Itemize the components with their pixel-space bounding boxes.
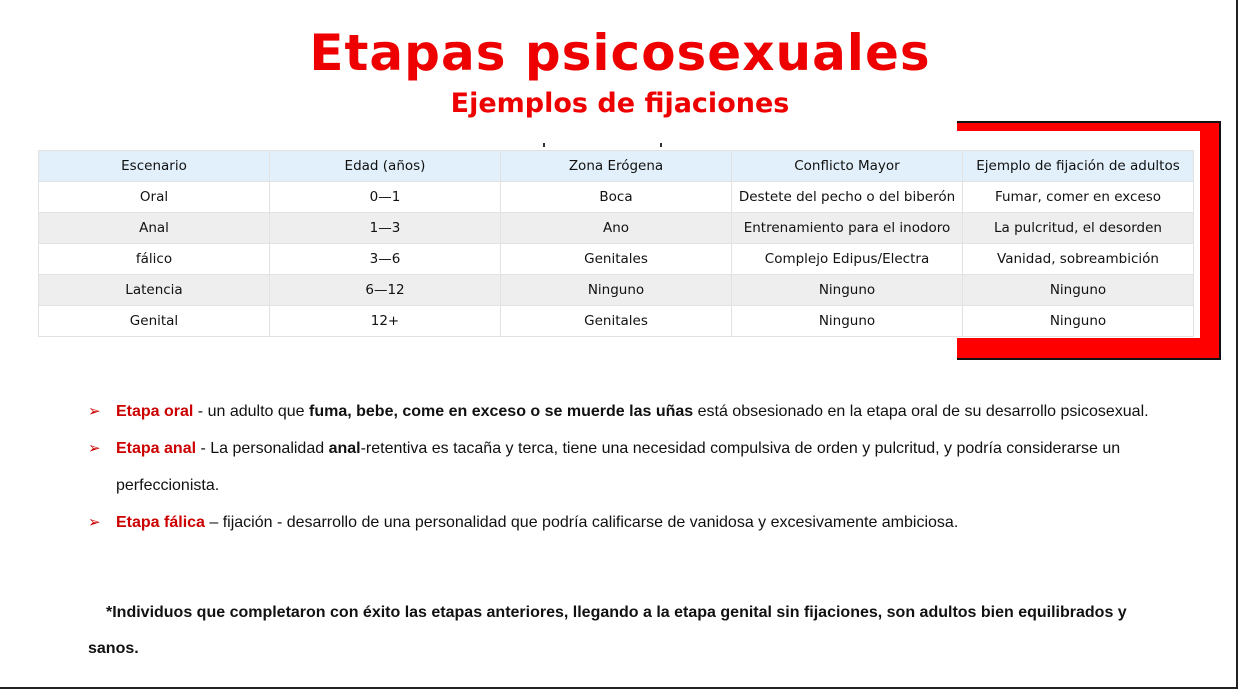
- bullet-text: – fijación - desarrollo de una personalidad que podría calificarse de vanidosa y excesivamente ambiciosa.: [204, 514, 959, 531]
- divider-tick: [660, 143, 662, 147]
- table-cell: Boca: [501, 182, 732, 213]
- table-header-row: [39, 151, 1194, 182]
- table-cell: Genitales: [501, 244, 732, 275]
- slide-title: Etapas psicosexuales: [309, 24, 931, 82]
- table-cell: Latencia: [39, 275, 270, 306]
- table-cell: Anal: [39, 213, 270, 244]
- table-row: [39, 213, 1194, 244]
- table-cell: Ninguno: [963, 306, 1194, 337]
- bullet-emphasis: fuma, bebe, come en exceso o se muerde las uñas: [309, 403, 694, 420]
- table-cell: La pulcritud, el desorden: [963, 213, 1194, 244]
- table-cell: 3—6: [270, 244, 501, 275]
- bullet-phallic-stage: [88, 504, 1198, 541]
- bullet-text: -retentiva es tacaña y terca, tiene una necesidad compulsiva de orden y pulcritud, y podría considerarse un perfeccionista.: [116, 440, 1121, 494]
- bullet-emphasis: anal: [328, 440, 361, 457]
- table-cell: Ninguno: [732, 306, 963, 337]
- bullet-term: Etapa anal: [116, 440, 197, 457]
- arrow-bullet-icon: ➢: [88, 403, 101, 420]
- stages-table: [38, 150, 1194, 337]
- table-cell: 6—12: [270, 275, 501, 306]
- bullet-text: - La personalidad: [196, 440, 329, 457]
- table-cell: Oral: [39, 182, 270, 213]
- bullet-oral-stage: [88, 393, 1198, 430]
- bullet-text: - un adulto que: [193, 403, 309, 420]
- table-cell: Entrenamiento para el inodoro: [732, 213, 963, 244]
- table-row: [39, 182, 1194, 213]
- bullet-term: Etapa fálica: [116, 514, 205, 531]
- bullet-text: está obsesionado en la etapa oral de su desarrollo psicosexual.: [693, 403, 1149, 420]
- table-cell: Ninguno: [732, 275, 963, 306]
- table-cell: 0—1: [270, 182, 501, 213]
- table-cell: Vanidad, sobreambición: [963, 244, 1194, 275]
- column-header: Zona Erógena: [501, 151, 732, 182]
- arrow-bullet-icon: ➢: [88, 440, 101, 457]
- table-cell: Destete del pecho o del biberón: [732, 182, 963, 213]
- bullet-anal-stage: [88, 430, 1198, 504]
- table-cell: Fumar, comer en exceso: [963, 182, 1194, 213]
- column-header: Conflicto Mayor: [732, 151, 963, 182]
- table-cell: Genitales: [501, 306, 732, 337]
- bullet-list: [88, 393, 1198, 541]
- table-row: [39, 275, 1194, 306]
- column-header: Edad (años): [270, 151, 501, 182]
- table-cell: fálico: [39, 244, 270, 275]
- divider-tick: [543, 143, 545, 147]
- table-row: [39, 306, 1194, 337]
- bullet-term: Etapa oral: [116, 403, 194, 420]
- table-cell: 12+: [270, 306, 501, 337]
- table-row: [39, 244, 1194, 275]
- table-cell: Genital: [39, 306, 270, 337]
- slide-subtitle: Ejemplos de fijaciones: [450, 88, 790, 119]
- table-cell: Complejo Edipus/Electra: [732, 244, 963, 275]
- footnote: *Individuos que completaron con éxito las etapas anteriores, llegando a la etapa genital sin fijaciones, son adultos bien equilibrados y sanos.: [88, 604, 1127, 657]
- table-cell: Ano: [501, 213, 732, 244]
- column-header: Escenario: [39, 151, 270, 182]
- arrow-bullet-icon: ➢: [88, 514, 101, 531]
- column-header: Ejemplo de fijación de adultos: [963, 151, 1194, 182]
- table-cell: 1—3: [270, 213, 501, 244]
- table-cell: Ninguno: [963, 275, 1194, 306]
- table-cell: Ninguno: [501, 275, 732, 306]
